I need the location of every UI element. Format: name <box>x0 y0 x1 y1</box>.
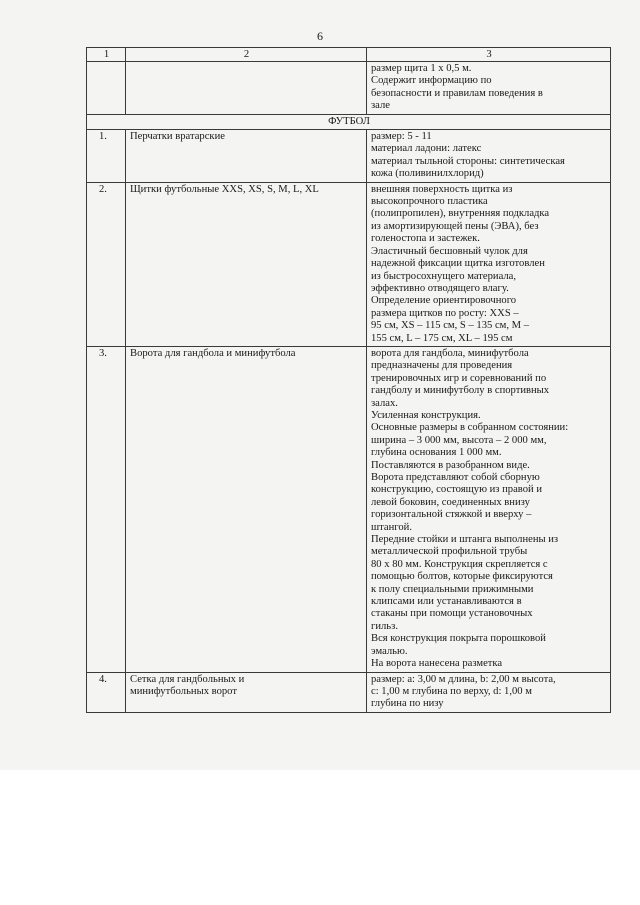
table-row <box>87 130 611 183</box>
text-line: горизонтальной стяжкой и вверху – <box>371 509 532 521</box>
table-row <box>87 346 611 672</box>
text-line: левой боковин, соединенных внизу <box>371 496 530 508</box>
text-line: размер: a: 3,00 м длина, b: 2,00 м высота, <box>371 673 556 685</box>
text-line: 155 см, L – 175 см, XL – 195 см <box>371 332 513 344</box>
text-line: минифутбольных ворот <box>130 685 237 697</box>
text-line: залах. <box>371 397 398 409</box>
text-line: ворота для гандбола, минифутбола <box>371 347 529 359</box>
text-line: кожа (поливинилхлорид) <box>371 168 484 180</box>
text-line: конструкцию, состоящую из правой и <box>371 484 543 496</box>
text-line: голеностопа и застежек. <box>371 233 480 245</box>
text-line: предназначены для проведения <box>371 360 513 372</box>
item-description <box>367 130 611 183</box>
text-line: размера щитков по росту: XXS – <box>371 307 519 319</box>
text-line: Эластичный бесшовный чулок для <box>371 245 528 257</box>
text-line: Перчатки вратарские <box>130 131 225 143</box>
item-name <box>126 182 367 346</box>
text-line: Передние стойки и штанга выполнены из <box>371 534 559 546</box>
item-name <box>126 346 367 672</box>
table-row <box>87 672 611 712</box>
text-line: материал тыльной стороны: синтетическая <box>371 155 565 167</box>
text-line: надежной фиксации щитка изготовлен <box>371 258 545 270</box>
text-line: Содержит информацию по <box>371 75 492 87</box>
text-line: клипсами или устанавливаются в <box>371 596 522 608</box>
continuation-row <box>87 62 611 115</box>
text-line: На ворота нанесена разметка <box>371 658 503 670</box>
text-line: c: 1,00 м глубина по верху, d: 1,00 м <box>371 685 532 697</box>
text-line: гандболу и минифутболу в спортивных <box>371 385 550 397</box>
text-line: эмалью. <box>371 645 408 657</box>
row-number: 2. <box>87 182 126 346</box>
table-header-row <box>87 48 611 62</box>
continuation-number-cell <box>87 62 126 115</box>
row-number: 3. <box>87 346 126 672</box>
page-number: 6 <box>317 29 323 43</box>
item-description <box>367 346 611 672</box>
text-line: Основные размеры в собранном состоянии: <box>371 422 569 434</box>
item-description <box>367 672 611 712</box>
row-number: 1. <box>87 130 126 183</box>
text-line: Определение ориентировочного <box>371 295 517 307</box>
text-line: размер: 5 - 11 <box>371 131 432 143</box>
text-line: безопасности и правилам поведения в <box>371 87 543 99</box>
header-cell-description: 3 <box>367 48 611 62</box>
text-line: из быстросохнущего материала, <box>371 270 517 282</box>
continuation-description-cell <box>367 62 611 115</box>
text-line: материал ладони: латекс <box>371 143 482 155</box>
text-line: Усиленная конструкция. <box>371 409 481 421</box>
header-cell-number: 1 <box>87 48 126 62</box>
text-line: высокопрочного пластика <box>371 196 488 208</box>
header-cell-name: 2 <box>126 48 367 62</box>
text-line: помощью болтов, которые фиксируются <box>371 571 553 583</box>
text-line: из амортизирующей пены (ЭВА), без <box>371 220 539 232</box>
item-description <box>367 182 611 346</box>
text-line: эффективно отводящего влагу. <box>371 282 509 294</box>
row-number: 4. <box>87 672 126 712</box>
text-line: к полу специальными прижимными <box>371 583 534 595</box>
text-line: глубина по низу <box>371 698 444 710</box>
text-line: (полипропилен), внутренняя подкладка <box>371 208 550 220</box>
item-name <box>126 130 367 183</box>
text-line: зале <box>371 100 390 112</box>
text-line: внешняя поверхность щитка из <box>371 183 513 195</box>
text-line: глубина основания 1 000 мм. <box>371 447 502 459</box>
text-line: 95 см, XS – 115 см, S – 135 см, M – <box>371 320 530 332</box>
text-line: размер щита 1 х 0,5 м. <box>371 63 472 74</box>
text-line: гильз. <box>371 620 398 632</box>
table-row <box>87 182 611 346</box>
continuation-name-cell <box>126 62 367 115</box>
text-line: ширина – 3 000 мм, высота – 2 000 мм, <box>371 434 547 446</box>
text-line: Ворота представляют собой сборную <box>371 472 540 483</box>
text-line: Вся конструкция покрыта порошковой <box>371 633 546 645</box>
text-line: Сетка для гандбольных и <box>130 673 245 685</box>
section-row <box>87 114 611 129</box>
section-title: ФУТБОЛ <box>87 114 611 129</box>
text-line: металлической профильной трубы <box>371 546 528 558</box>
specification-table <box>86 47 611 713</box>
text-line: 80 х 80 мм. Конструкция скрепляется с <box>371 558 548 570</box>
text-line: Щитки футбольные XXS, XS, S, M, L, XL <box>130 183 319 195</box>
item-name <box>126 672 367 712</box>
text-line: стаканы при помощи установочных <box>371 608 533 620</box>
text-line: Поставляются в разобранном виде. <box>371 459 530 471</box>
text-line: тренировочных игр и соревнований по <box>371 372 547 384</box>
text-line: Ворота для гандбола и минифутбола <box>130 347 296 359</box>
text-line: штангой. <box>371 521 412 533</box>
